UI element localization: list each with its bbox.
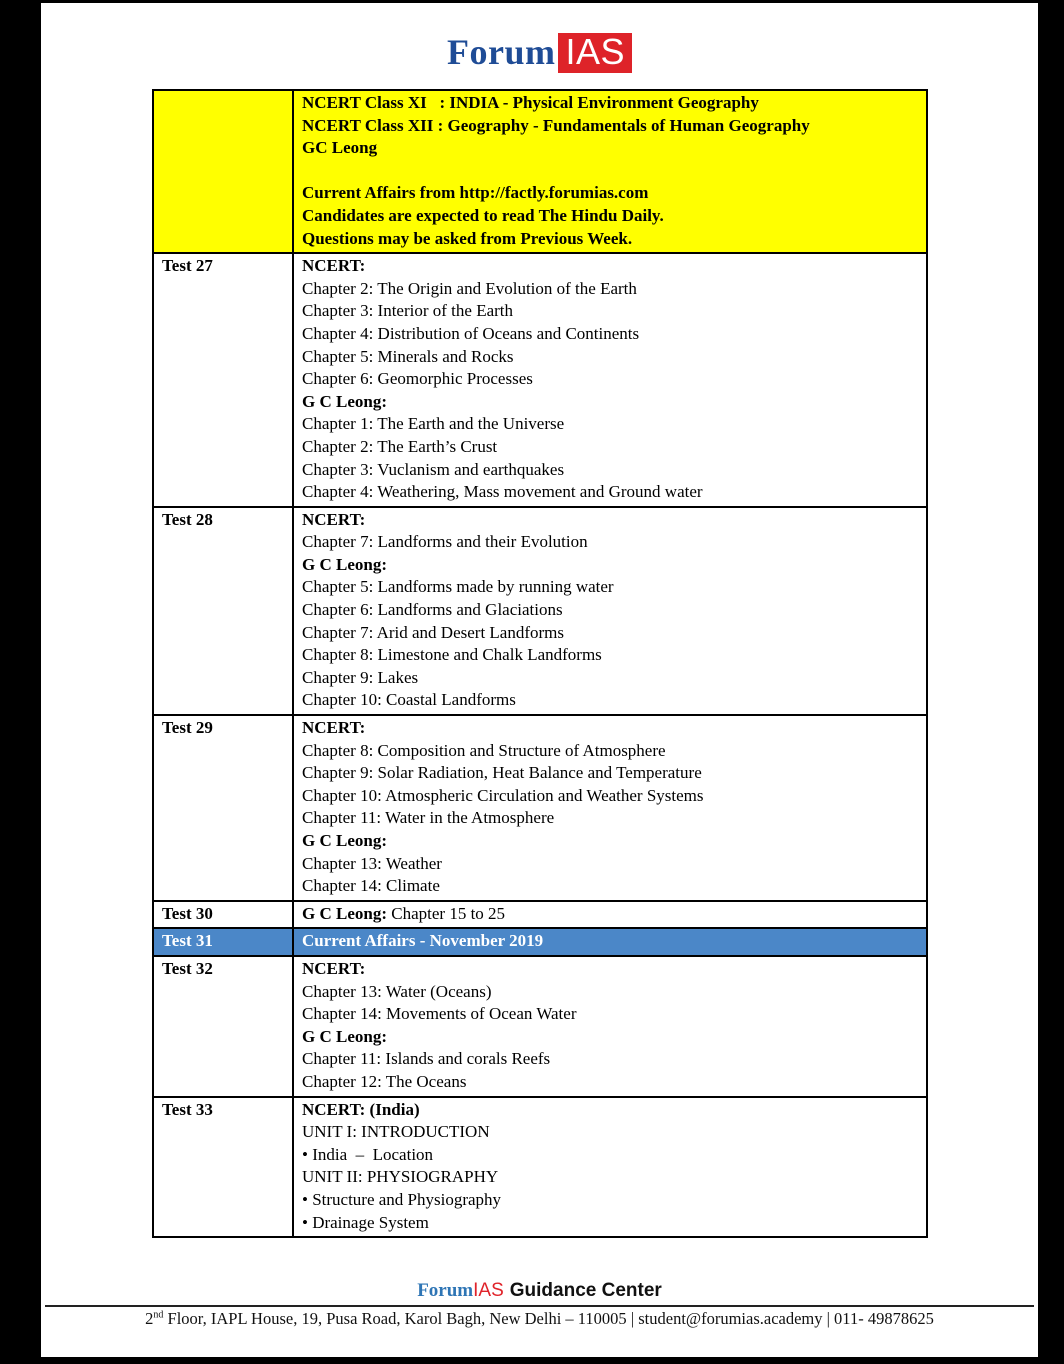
table-row [153, 928, 927, 956]
syllabus-line [302, 576, 918, 599]
syllabus-text: UNIT I: INTRODUCTION [302, 1122, 490, 1142]
footer-brand-suffix: Guidance Center [509, 1280, 662, 1302]
syllabus-text: G C Leong: [302, 1026, 387, 1046]
syllabus-cell [293, 90, 927, 253]
syllabus-line [302, 160, 918, 183]
syllabus-line [302, 903, 918, 926]
syllabus-text: NCERT: [302, 256, 366, 276]
syllabus-line [302, 228, 918, 251]
syllabus-line [302, 137, 918, 160]
syllabus-line [302, 554, 918, 577]
syllabus-line [302, 391, 918, 414]
syllabus-cell [293, 1097, 927, 1238]
syllabus-text: NCERT: (India) [302, 1099, 420, 1119]
syllabus-text: Chapter 7: Landforms and their Evolution [302, 532, 588, 552]
syllabus-line [302, 667, 918, 690]
syllabus-line [302, 92, 918, 115]
syllabus-line [302, 1144, 918, 1167]
syllabus-line [302, 644, 918, 667]
syllabus-text: Chapter 2: The Earth’s Crust [302, 436, 498, 456]
syllabus-line [302, 1003, 918, 1026]
syllabus-line [302, 1189, 918, 1212]
test-label-cell: Test 27 [153, 253, 293, 507]
syllabus-text: • Drainage System [302, 1212, 429, 1232]
syllabus-line [302, 1166, 918, 1189]
test-label-cell: Test 31 [153, 928, 293, 956]
syllabus-text: Chapter 9: Lakes [302, 667, 419, 687]
syllabus-text: Chapter 13: Weather [302, 853, 442, 873]
syllabus-line [302, 853, 918, 876]
table-row [153, 901, 927, 929]
footer-address [41, 1309, 1038, 1329]
table-row [153, 90, 927, 253]
syllabus-text: Chapter 6: Geomorphic Processes [302, 369, 533, 389]
syllabus-text: Chapter 11: Water in the Atmosphere [302, 808, 555, 828]
test-schedule-body [153, 90, 927, 1237]
syllabus-line [302, 531, 918, 554]
syllabus-text: Chapter 3: Vuclanism and earthquakes [302, 459, 565, 479]
document-page [41, 3, 1038, 1357]
syllabus-text: Chapter 7: Arid and Desert Landforms [302, 622, 565, 642]
syllabus-text: Chapter 1: The Earth and the Universe [302, 414, 565, 434]
syllabus-line [302, 622, 918, 645]
syllabus-text: Chapter 10: Atmospheric Circulation and Weather Systems [302, 785, 704, 805]
syllabus-line [302, 689, 918, 712]
test-label-cell: Test 29 [153, 715, 293, 901]
footer-address-ordinal: nd [153, 1309, 164, 1321]
test-label-cell [153, 90, 293, 253]
footer-divider [45, 1305, 1034, 1307]
syllabus-line [302, 785, 918, 808]
table-row [153, 715, 927, 901]
syllabus-line [302, 1026, 918, 1049]
syllabus-text: Chapter 2: The Origin and Evolution of the Earth [302, 278, 637, 298]
syllabus-line [302, 509, 918, 532]
footer-logo-forum: Forum [417, 1280, 474, 1302]
syllabus-text: Chapter 13: Water (Oceans) [302, 981, 492, 1001]
syllabus-text: Chapter 15 to 25 [387, 903, 506, 923]
syllabus-line [302, 1121, 918, 1144]
syllabus-text: Chapter 11: Islands and corals Reefs [302, 1049, 551, 1069]
syllabus-line [302, 115, 918, 138]
logo-ias-badge: IAS [558, 33, 632, 73]
syllabus-line [302, 300, 918, 323]
syllabus-cell [293, 715, 927, 901]
footer-address-text: Floor, IAPL House, 19, Pusa Road, Karol Bagh, New Delhi – 110005 | student@forumias.academy | 011- 49878625 [163, 1309, 934, 1329]
syllabus-text: G C Leong: [302, 391, 387, 411]
test-label-cell: Test 28 [153, 507, 293, 715]
syllabus-text: • Structure and Physiography [302, 1189, 502, 1209]
syllabus-text: Chapter 12: The Oceans [302, 1071, 467, 1091]
syllabus-line [302, 875, 918, 898]
test-schedule-table [152, 89, 928, 1238]
syllabus-text: Chapter 5: Minerals and Rocks [302, 346, 514, 366]
syllabus-text: Chapter 8: Composition and Structure of Atmosphere [302, 740, 666, 760]
syllabus-line [302, 346, 918, 369]
syllabus-cell [293, 253, 927, 507]
syllabus-text: Candidates are expected to read The Hindu Daily. [302, 205, 664, 225]
syllabus-text: Chapter 10: Coastal Landforms [302, 690, 516, 710]
table-row [153, 507, 927, 715]
syllabus-line [302, 255, 918, 278]
syllabus-text: Chapter 4: Weathering, Mass movement and Ground water [302, 482, 703, 502]
syllabus-text: Chapter 6: Landforms and Glaciations [302, 600, 563, 620]
syllabus-line [302, 205, 918, 228]
syllabus-text: G C Leong: [302, 903, 387, 923]
syllabus-text: NCERT: [302, 509, 366, 529]
syllabus-text: Chapter 3: Interior of the Earth [302, 301, 514, 321]
syllabus-line [302, 1212, 918, 1235]
syllabus-line [302, 930, 918, 953]
test-label-cell: Test 30 [153, 901, 293, 929]
syllabus-line [302, 436, 918, 459]
syllabus-line [302, 481, 918, 504]
syllabus-text: Chapter 14: Climate [302, 876, 440, 896]
syllabus-line [302, 981, 918, 1004]
syllabus-line [302, 413, 918, 436]
syllabus-line [302, 807, 918, 830]
test-label-cell: Test 32 [153, 956, 293, 1097]
syllabus-text: Chapter 4: Distribution of Oceans and Continents [302, 323, 640, 343]
footer-brand [41, 1280, 1038, 1302]
syllabus-line [302, 717, 918, 740]
syllabus-text: NCERT Class XI : INDIA - Physical Environment Geography [302, 93, 759, 112]
syllabus-line [302, 1099, 918, 1122]
syllabus-line [302, 740, 918, 763]
syllabus-line [302, 368, 918, 391]
footer-address-num: 2 [145, 1309, 154, 1329]
syllabus-text: Chapter 9: Solar Radiation, Heat Balance and Temperature [302, 763, 702, 783]
syllabus-line [302, 323, 918, 346]
syllabus-line [302, 599, 918, 622]
syllabus-text: GC Leong [302, 138, 378, 158]
footer-logo-ias: IAS [473, 1280, 504, 1302]
syllabus-text: G C Leong: [302, 554, 387, 574]
table-row [153, 956, 927, 1097]
syllabus-text: NCERT Class XII : Geography - Fundamentals of Human Geography [302, 115, 810, 135]
syllabus-cell [293, 901, 927, 929]
syllabus-line [302, 762, 918, 785]
syllabus-line [302, 830, 918, 853]
syllabus-line [302, 278, 918, 301]
syllabus-text: Questions may be asked from Previous Week. [302, 228, 633, 248]
syllabus-cell [293, 507, 927, 715]
syllabus-cell [293, 928, 927, 956]
forumias-logo [41, 3, 1038, 73]
syllabus-line [302, 459, 918, 482]
syllabus-line [302, 958, 918, 981]
logo-forum-text: Forum [446, 32, 556, 72]
syllabus-text: Chapter 5: Landforms made by running water [302, 577, 614, 597]
syllabus-text: UNIT II: PHYSIOGRAPHY [302, 1167, 499, 1187]
table-row [153, 1097, 927, 1238]
syllabus-text: NCERT: [302, 718, 366, 738]
syllabus-text: NCERT: [302, 958, 366, 978]
syllabus-line [302, 1048, 918, 1071]
syllabus-text: Chapter 8: Limestone and Chalk Landforms [302, 645, 602, 665]
syllabus-cell [293, 956, 927, 1097]
table-row [153, 253, 927, 507]
syllabus-text: Chapter 14: Movements of Ocean Water [302, 1004, 577, 1024]
syllabus-text: Current Affairs from http://factly.forumias.com [302, 183, 649, 203]
test-label-cell: Test 33 [153, 1097, 293, 1238]
syllabus-text: Current Affairs - November 2019 [302, 931, 544, 951]
footer [41, 1280, 1038, 1329]
syllabus-line [302, 182, 918, 205]
syllabus-text: • India – Location [302, 1144, 434, 1164]
syllabus-text: G C Leong: [302, 831, 387, 850]
syllabus-line [302, 1071, 918, 1094]
